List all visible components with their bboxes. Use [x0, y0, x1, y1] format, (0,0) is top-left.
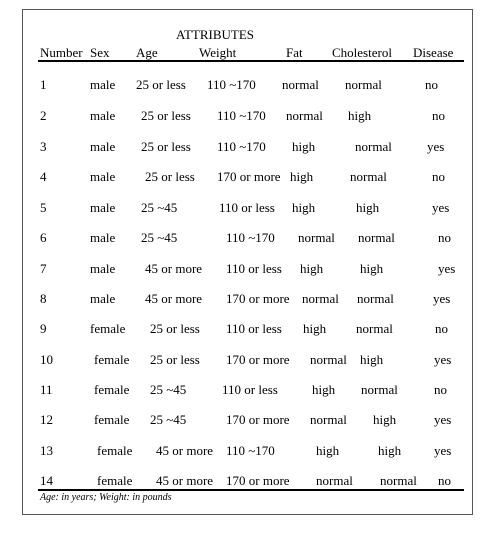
- cell-disease: yes: [433, 291, 451, 306]
- cell-sex: male: [90, 291, 116, 306]
- cell-disease: no: [438, 473, 451, 488]
- cell-disease: yes: [434, 352, 452, 367]
- cell-weight: 170 or more: [217, 169, 281, 184]
- cell-weight: 170 or more: [226, 412, 290, 427]
- cell-number: 13: [40, 443, 53, 458]
- cell-cholesterol: normal: [350, 169, 387, 184]
- cell-fat: normal: [286, 108, 323, 123]
- cell-fat: normal: [298, 230, 335, 245]
- cell-cholesterol: high: [360, 352, 384, 367]
- cell-cholesterol: high: [356, 200, 380, 215]
- cell-number: 1: [40, 77, 47, 92]
- cell-weight: 110 ~170: [226, 443, 275, 458]
- cell-fat: high: [312, 382, 336, 397]
- cell-fat: high: [290, 169, 314, 184]
- cell-cholesterol: normal: [358, 230, 395, 245]
- cell-disease: no: [432, 108, 445, 123]
- cell-fat: high: [292, 200, 316, 215]
- cell-number: 10: [40, 352, 53, 367]
- header-sex: Sex: [90, 45, 110, 60]
- header-age: Age: [136, 45, 158, 60]
- cell-fat: high: [292, 139, 316, 154]
- cell-fat: high: [316, 443, 340, 458]
- cell-cholesterol: normal: [355, 139, 392, 154]
- header-rule: [38, 60, 464, 62]
- cell-fat: normal: [316, 473, 353, 488]
- cell-number: 4: [40, 169, 47, 184]
- cell-weight: 170 or more: [226, 291, 290, 306]
- cell-fat: normal: [310, 352, 347, 367]
- cell-age: 45 or more: [145, 291, 203, 306]
- cell-disease: yes: [434, 412, 452, 427]
- cell-cholesterol: high: [373, 412, 397, 427]
- cell-sex: female: [94, 382, 130, 397]
- cell-sex: male: [90, 139, 116, 154]
- cell-cholesterol: normal: [356, 321, 393, 336]
- cell-number: 3: [40, 139, 47, 154]
- cell-age: 25 ~45: [150, 412, 187, 427]
- cell-age: 25 or less: [150, 352, 200, 367]
- bottom-rule: [38, 489, 464, 491]
- cell-age: 45 or more: [145, 261, 203, 276]
- cell-age: 25 ~45: [141, 230, 178, 245]
- cell-sex: female: [94, 412, 130, 427]
- cell-fat: normal: [282, 77, 319, 92]
- cell-age: 45 or more: [156, 473, 214, 488]
- cell-number: 7: [40, 261, 47, 276]
- cell-number: 2: [40, 108, 47, 123]
- cell-weight: 170 or more: [226, 352, 290, 367]
- cell-age: 45 or more: [156, 443, 214, 458]
- cell-disease: no: [432, 169, 445, 184]
- cell-fat: normal: [310, 412, 347, 427]
- cell-fat: high: [300, 261, 324, 276]
- cell-cholesterol: high: [348, 108, 372, 123]
- cell-cholesterol: normal: [361, 382, 398, 397]
- cell-age: 25 or less: [145, 169, 195, 184]
- cell-disease: no: [435, 321, 448, 336]
- cell-weight: 110 or less: [222, 382, 278, 397]
- header-disease: Disease: [413, 45, 454, 60]
- cell-age: 25 or less: [141, 139, 191, 154]
- cell-number: 14: [40, 473, 53, 488]
- cell-weight: 110 or less: [219, 200, 275, 215]
- cell-number: 11: [40, 382, 53, 397]
- header-number: Number: [40, 45, 83, 60]
- cell-disease: yes: [432, 200, 450, 215]
- cell-sex: male: [90, 108, 116, 123]
- cell-weight: 110 ~170: [207, 77, 256, 92]
- cell-sex: male: [90, 200, 116, 215]
- cell-disease: no: [438, 230, 451, 245]
- cell-cholesterol: normal: [345, 77, 382, 92]
- cell-sex: female: [97, 473, 133, 488]
- cell-age: 25 ~45: [141, 200, 178, 215]
- cell-disease: yes: [427, 139, 445, 154]
- cell-age: 25 ~45: [150, 382, 187, 397]
- cell-sex: female: [90, 321, 126, 336]
- cell-number: 9: [40, 321, 47, 336]
- cell-weight: 110 ~170: [217, 139, 266, 154]
- cell-cholesterol: high: [378, 443, 402, 458]
- cell-sex: male: [90, 169, 116, 184]
- cell-fat: high: [303, 321, 327, 336]
- cell-weight: 170 or more: [226, 473, 290, 488]
- cell-age: 25 or less: [150, 321, 200, 336]
- header-fat: Fat: [286, 45, 303, 60]
- cell-age: 25 or less: [136, 77, 186, 92]
- cell-disease: yes: [434, 443, 452, 458]
- cell-age: 25 or less: [141, 108, 191, 123]
- cell-sex: female: [94, 352, 130, 367]
- cell-cholesterol: normal: [380, 473, 417, 488]
- cell-weight: 110 ~170: [226, 230, 275, 245]
- cell-weight: 110 or less: [226, 321, 282, 336]
- cell-cholesterol: high: [360, 261, 384, 276]
- header-cholesterol: Cholesterol: [332, 45, 392, 60]
- cell-number: 6: [40, 230, 47, 245]
- footnote: Age: in years; Weight: in pounds: [40, 492, 172, 503]
- cell-weight: 110 ~170: [217, 108, 266, 123]
- cell-cholesterol: normal: [357, 291, 394, 306]
- cell-sex: male: [90, 261, 116, 276]
- cell-fat: normal: [302, 291, 339, 306]
- header-weight: Weight: [199, 45, 237, 60]
- cell-sex: female: [97, 443, 133, 458]
- cell-weight: 110 or less: [226, 261, 282, 276]
- cell-sex: male: [90, 77, 116, 92]
- cell-disease: no: [434, 382, 447, 397]
- cell-sex: male: [90, 230, 116, 245]
- attributes-title: ATTRIBUTES: [176, 27, 254, 42]
- cell-disease: yes: [438, 261, 456, 276]
- cell-number: 12: [40, 412, 53, 427]
- cell-number: 5: [40, 200, 47, 215]
- cell-number: 8: [40, 291, 47, 306]
- cell-disease: no: [425, 77, 438, 92]
